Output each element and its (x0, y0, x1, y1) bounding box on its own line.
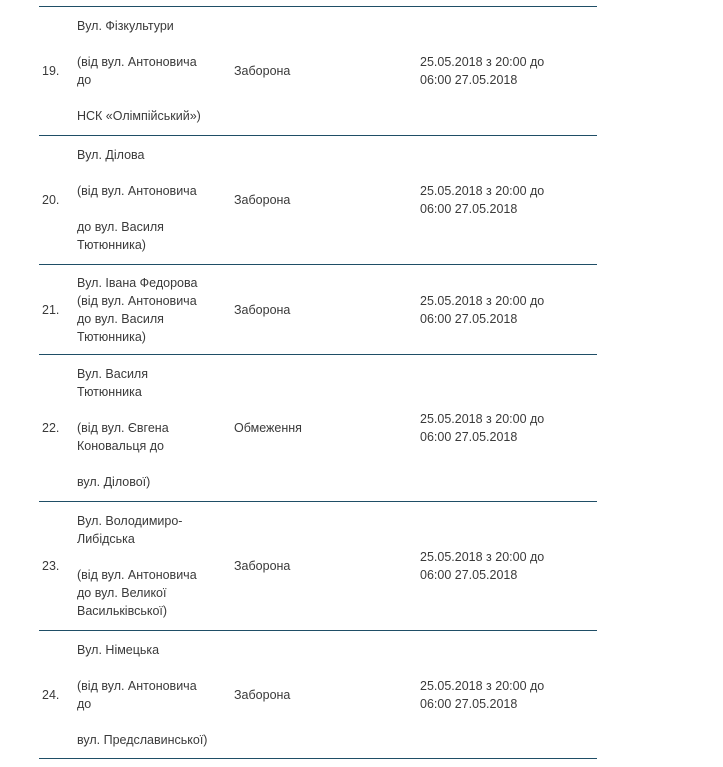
street-line: Васильківської) (77, 604, 168, 618)
street-line: Вул. Василя (77, 367, 148, 381)
street-cell (77, 265, 237, 354)
time-line: 06:00 27.05.2018 (420, 430, 518, 444)
row-number (42, 502, 72, 630)
street-line: (від вул. Антоновича (77, 55, 197, 69)
table-row (39, 264, 597, 354)
row-number-text: 22. (42, 421, 60, 435)
time-line: 25.05.2018 з 20:00 до (420, 678, 545, 693)
street-cell (77, 502, 237, 630)
restriction-type-text: Обмеження (234, 421, 302, 435)
restriction-type-text: Заборона (234, 64, 291, 78)
row-number-text: 21. (42, 302, 60, 317)
street-line: Коновальця до (77, 439, 164, 453)
street-line: Тютюнника (77, 385, 142, 399)
time-cell (420, 355, 590, 501)
street-line: вул. Ділової) (77, 475, 151, 489)
row-number (42, 265, 72, 354)
street-cell (77, 7, 237, 135)
restriction-type-text: Заборона (234, 559, 291, 573)
street-line: Вул. Фізкультури (77, 19, 174, 33)
street-line: НСК «Олімпійський») (77, 109, 201, 123)
restriction-type (234, 502, 394, 630)
street-cell (77, 136, 237, 264)
restriction-type (234, 355, 394, 501)
table-row (39, 630, 597, 759)
street-line: (від вул. Антоновича (77, 568, 197, 582)
restriction-type-text: Заборона (234, 687, 291, 702)
street-line: Либідська (77, 532, 135, 546)
street-line: (від вул. Євгена (77, 421, 169, 435)
time-line: 25.05.2018 з 20:00 до (420, 293, 545, 308)
street-cell (77, 631, 237, 758)
restriction-type-text: Заборона (234, 302, 291, 317)
street-line: Вул. Івана Федорова (77, 275, 198, 290)
restriction-type (234, 631, 394, 758)
row-number-text: 24. (42, 687, 60, 702)
row-number-text: 23. (42, 559, 60, 573)
time-cell (420, 502, 590, 630)
street-line: до вул. Василя (77, 220, 164, 234)
street-line: Тютюнника) (77, 238, 146, 252)
restriction-type (234, 265, 394, 354)
table-row (39, 354, 597, 501)
street-cell (77, 355, 237, 501)
road-restrictions-table (39, 6, 597, 759)
street-line: вул. Предславинської) (77, 732, 208, 747)
time-line: 25.05.2018 з 20:00 до (420, 550, 545, 564)
restriction-type (234, 136, 394, 264)
time-cell (420, 631, 590, 758)
time-line: 06:00 27.05.2018 (420, 568, 518, 582)
street-line: (від вул. Антоновича (77, 184, 197, 198)
row-number-text: 19. (42, 64, 60, 78)
street-line: до вул. Великої (77, 586, 167, 600)
time-cell (420, 136, 590, 264)
street-line: до (77, 696, 92, 711)
table-row (39, 6, 597, 135)
time-cell (420, 265, 590, 354)
street-line: Вул. Німецька (77, 642, 160, 657)
street-line: до вул. Василя (77, 311, 164, 326)
time-cell (420, 7, 590, 135)
time-line: 06:00 27.05.2018 (420, 73, 518, 87)
street-line: Вул. Володимиро- (77, 514, 183, 528)
time-line: 06:00 27.05.2018 (420, 311, 518, 326)
restriction-type (234, 7, 394, 135)
street-line: Вул. Ділова (77, 148, 145, 162)
row-number (42, 136, 72, 264)
street-line: до (77, 73, 92, 87)
table-row (39, 501, 597, 630)
street-line: (від вул. Антоновича (77, 678, 197, 693)
time-line: 25.05.2018 з 20:00 до (420, 184, 545, 198)
time-line: 25.05.2018 з 20:00 до (420, 412, 545, 426)
row-number-text: 20. (42, 193, 60, 207)
row-number (42, 631, 72, 758)
time-line: 06:00 27.05.2018 (420, 202, 518, 216)
time-line: 25.05.2018 з 20:00 до (420, 55, 545, 69)
restriction-type-text: Заборона (234, 193, 291, 207)
row-number (42, 355, 72, 501)
street-line: (від вул. Антоновича (77, 293, 197, 308)
time-line: 06:00 27.05.2018 (420, 696, 518, 711)
row-number (42, 7, 72, 135)
street-line: Тютюнника) (77, 329, 146, 344)
table-row (39, 135, 597, 264)
